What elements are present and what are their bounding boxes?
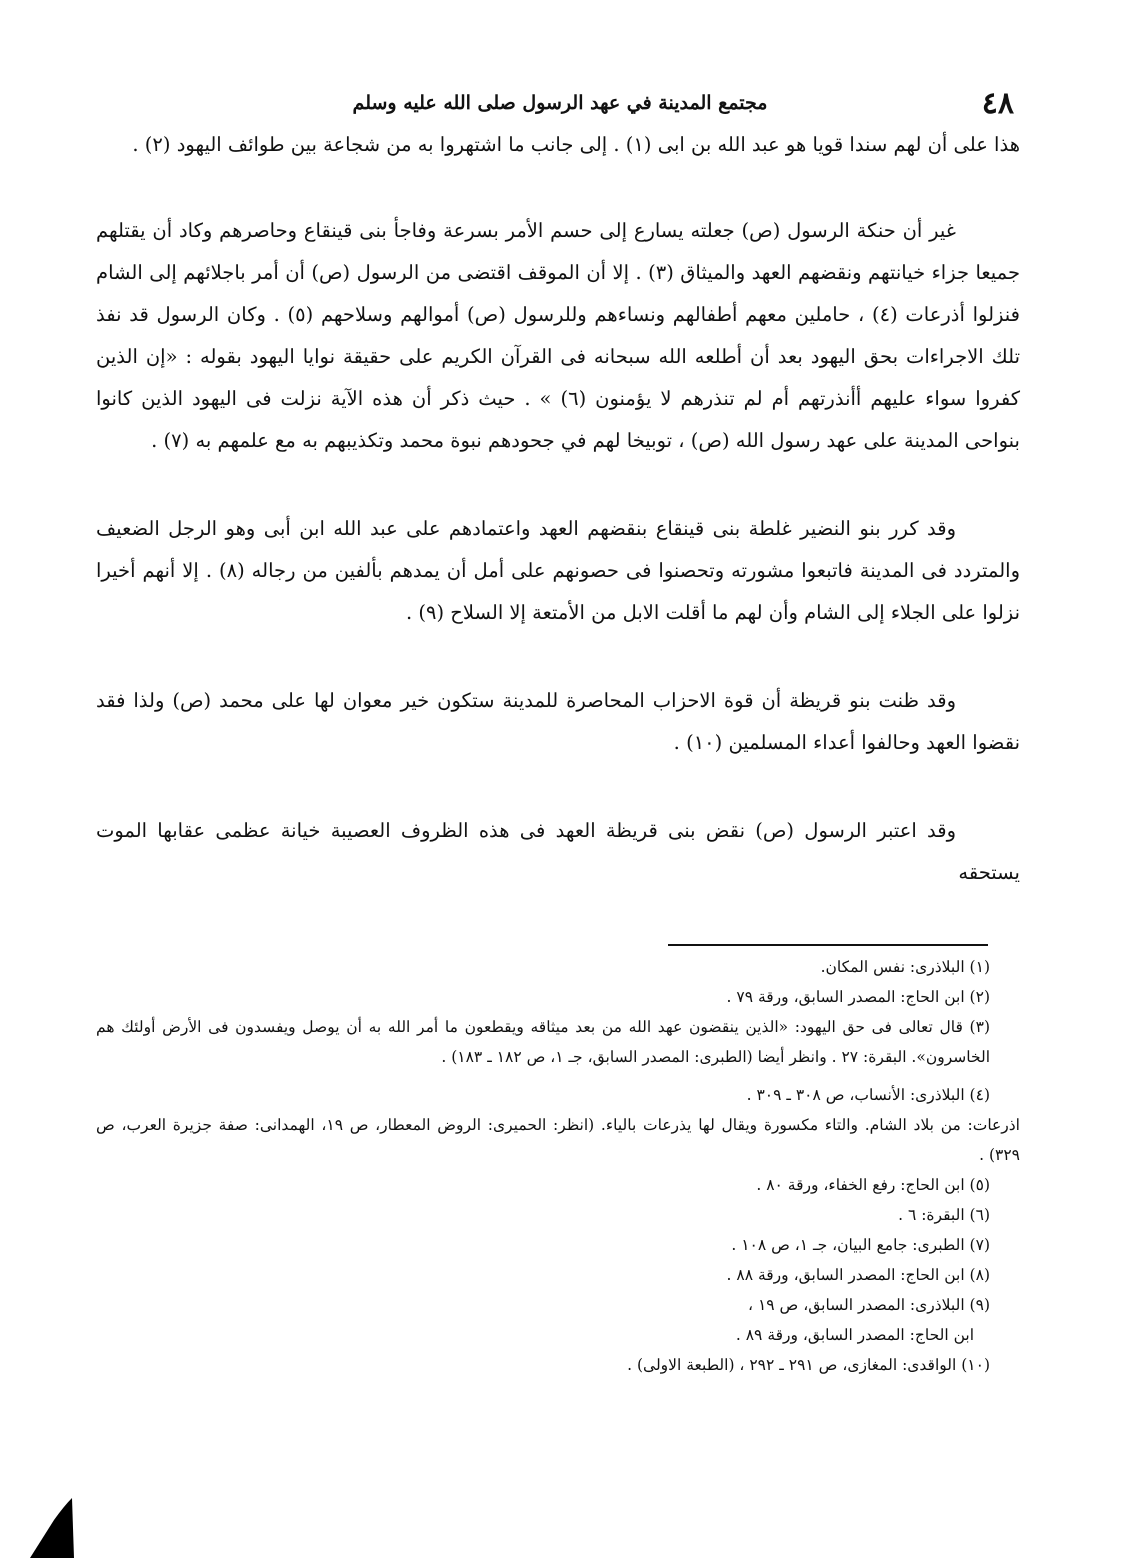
paragraph: غير أن حنكة الرسول (ص) جعلته يسارع إلى حسم الأمر بسرعة وفاجأ بنى قينقاع وحاصرهم وكاد أن يقتلهم جميعا جزاء خيانتهم ونقضهم العهد والميثاق (٣) . إلا أن الموقف اقتضى من الرسول (ص) أن أمر باجلائهم إلى الشام فنزلوا أذرعات (٤) ، حاملين معهم أطفالهم ونساءهم وللرسول (ص) أموالهم وسلاحهم (٥) . وكان الرسول قد نفذ تلك الاجراءات بحق اليهود بعد أن أطلعه الله سبحانه فى القرآن الكريم على حقيقة نوايا اليهود بقوله : «إن الذين كفروا سواء عليهم أأنذرتهم أم لم تنذرهم لا يؤمنون (٦) » . حيث ذكر أن هذه الآية نزلت فى اليهود الذين كانوا بنواحى المدينة على عهد رسول الله (ص) ، توبيخا لهم في جحودهم نبوة محمد وتكذيبهم به مع علمهم به (٧) . [96, 219, 1020, 452]
footnote: (٤) البلاذرى: الأنساب، ص ٣٠٨ ـ ٣٠٩ . [746, 1086, 990, 1104]
paragraph: هذا على أن لهم سندا قويا هو عبد الله بن ابى (١) . إلى جانب ما اشتهروا به من شجاعة بين طوائف اليهود (٢) . [132, 133, 1020, 156]
paragraph: وقد ظنت بنو قريظة أن قوة الاحزاب المحاصرة للمدينة ستكون خير معوان لها على محمد (ص) ولذا فقد نقضوا العهد وحالفوا أعداء المسلمين (١٠) . [96, 689, 1020, 754]
footnote-divider [668, 944, 988, 946]
footnote: (٣) قال تعالى فى حق اليهود: «الذين ينقضون عهد الله من بعد ميثاقه ويقطعون ما أمر الله به أن يوصل ويفسدون فى الأرض أولئك هم الخاسرون». البقرة: ٢٧ . وانظر أيضا (الطبرى: المصدر السابق، جـ ١، ص ١٨٢ ـ ١٨٣) . [96, 1018, 990, 1066]
footnote: (١٠) الواقدى: المغازى، ص ٢٩١ ـ ٢٩٢ ، (الطبعة الاولى) . [627, 1356, 990, 1374]
footnote: (٩) البلاذرى: المصدر السابق، ص ١٩ ، [748, 1296, 990, 1314]
footnote: (٨) ابن الحاج: المصدر السابق، ورقة ٨٨ . [726, 1266, 990, 1284]
footnote: (٢) ابن الحاج: المصدر السابق، ورقة ٧٩ . [726, 988, 990, 1006]
footnotes [96, 952, 1020, 1380]
page-number: ٤٨ [981, 86, 1014, 121]
page-header [100, 84, 1020, 124]
body-text [96, 124, 1020, 894]
paragraph: وقد اعتبر الرسول (ص) نقض بنى قريظة العهد فى هذه الظروف العصيبة خيانة عظمى عقابها الموت يستحقه [96, 819, 1020, 884]
scan-corner-mark [30, 1498, 74, 1558]
footnote: ابن الحاج: المصدر السابق، ورقة ٨٩ . [735, 1326, 974, 1344]
paragraph: وقد كرر بنو النضير غلطة بنى قينقاع بنقضهم العهد واعتمادهم على عبد الله ابن أبى وهو الرجل الضعيف والمتردد فى المدينة فاتبعوا مشورته وتحصنوا فى حصونهم على أمل أن يمدهم بألفين من رجاله (٨) . إلا أنهم أخيرا نزلوا على الجلاء إلى الشام وأن لهم ما أقلت الابل من الأمتعة إلا السلاح (٩) . [96, 517, 1020, 624]
footnote: (٧) الطبرى: جامع البيان، جـ ١، ص ١٠٨ . [731, 1236, 990, 1254]
running-title: مجتمع المدينة في عهد الرسول صلى الله عليه وسلم [352, 92, 768, 114]
footnote: اذرعات: من بلاد الشام. والتاء مكسورة ويقال لها يذرعات بالياء. (انظر: الحميرى: الروض المعطار، ص ١٩، الهمدانى: صفة جزيرة العرب، ص ٣٢٩) . [96, 1116, 1020, 1164]
footnote: (٦) البقرة: ٦ . [898, 1206, 990, 1224]
footnote: (٥) ابن الحاج: رفع الخفاء، ورقة ٨٠ . [756, 1176, 990, 1194]
footnote: (١) البلاذرى: نفس المكان. [820, 958, 990, 976]
